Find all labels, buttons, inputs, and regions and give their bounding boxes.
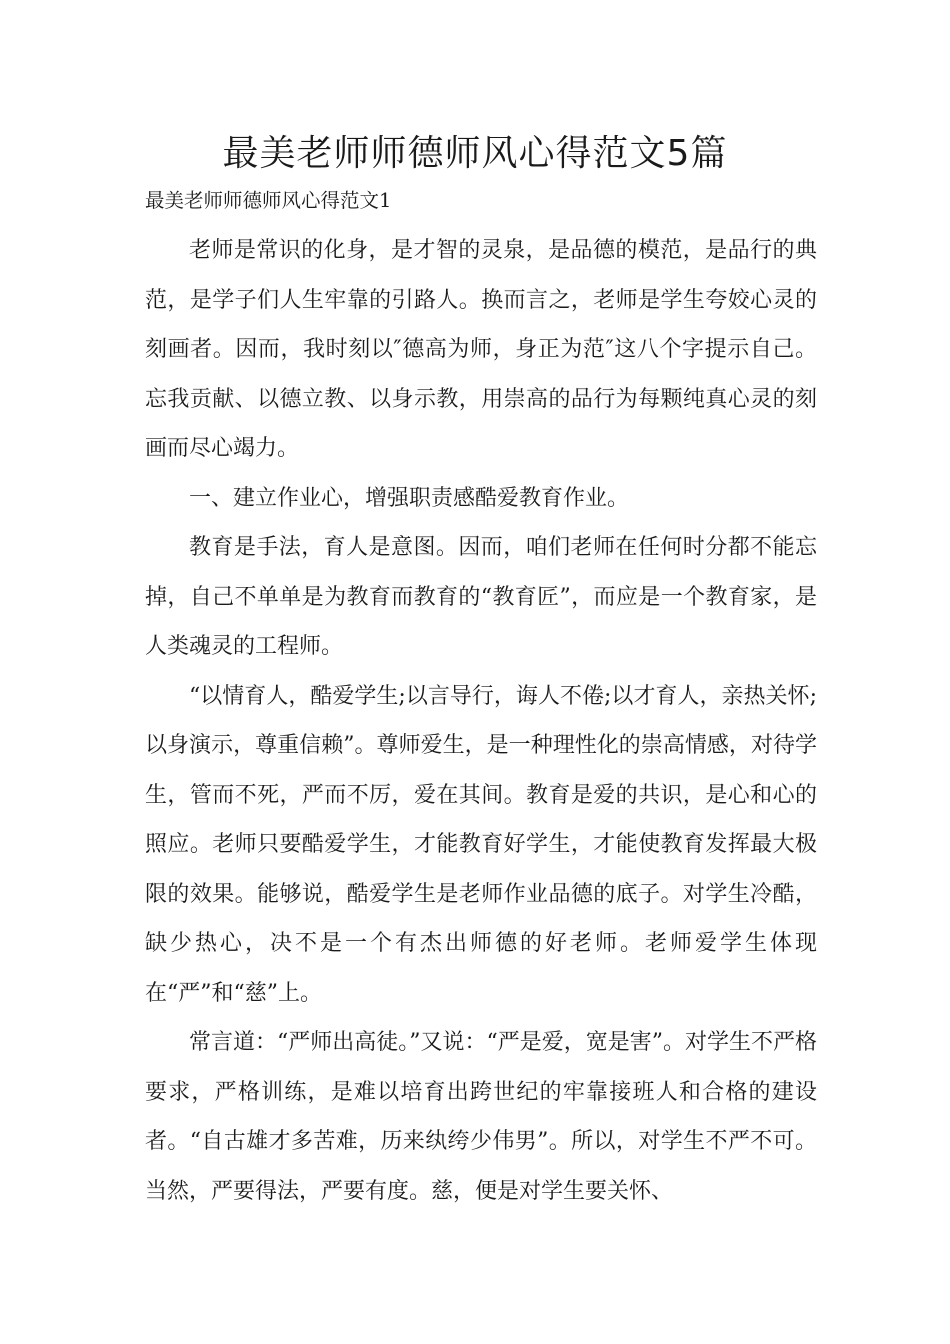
paragraph: 老师是常识的化身，是才智的灵泉，是品德的模范，是品行的典范，是学子们人生牢靠的引路人。换而言之，老师是学生夸姣心灵的刻画者。因而，我时刻以″德高为师，身正为范″这八个字提示自己。忘我贡献、以德立教、以身示教，用崇高的品行为每颗纯真心灵的刻画而尽心竭力。: [145, 238, 817, 461]
document-subtitle: 最美老师师德师风心得范文1: [145, 189, 392, 212]
paragraph: 常言道：“严师出高徒。”又说：“严是爱，宽是害”。对学生不严格要求，严格训练，是难以培育出跨世纪的牢靠接班人和合格的建设者。“自古雄才多苦难，历来纨绔少伟男”。所以，对学生不严不可。当然，严要得法，严要有度。慈，便是对学生要关怀、: [145, 1030, 817, 1204]
paragraph: 教育是手法，育人是意图。因而，咱们老师在任何时分都不能忘掉，自己不单单是为教育而教育的“教育匠”，而应是一个教育家，是人类魂灵的工程师。: [145, 535, 817, 659]
document-title: 最美老师师德师风心得范文5篇: [222, 133, 728, 174]
paragraph: 一、建立作业心，增强职责感酷爱教育作业。: [189, 485, 630, 511]
document-body: [145, 226, 817, 1216]
paragraph: “以情育人，酷爱学生;以言导行，诲人不倦;以才育人，亲热关怀;以身演示，尊重信赖”。尊师爱生，是一种理性化的崇高情感，对待学生，管而不死，严而不厉，爱在其间。教育是爱的共识，是心和心的照应。老师只要酷爱学生，才能教育好学生，才能使教育发挥最大极限的效果。能够说，酷爱学生是老师作业品德的底子。对学生冷酷，缺少热心，决不是一个有杰出师德的好老师。老师爱学生体现在“严”和“慈”上。: [145, 683, 817, 1006]
